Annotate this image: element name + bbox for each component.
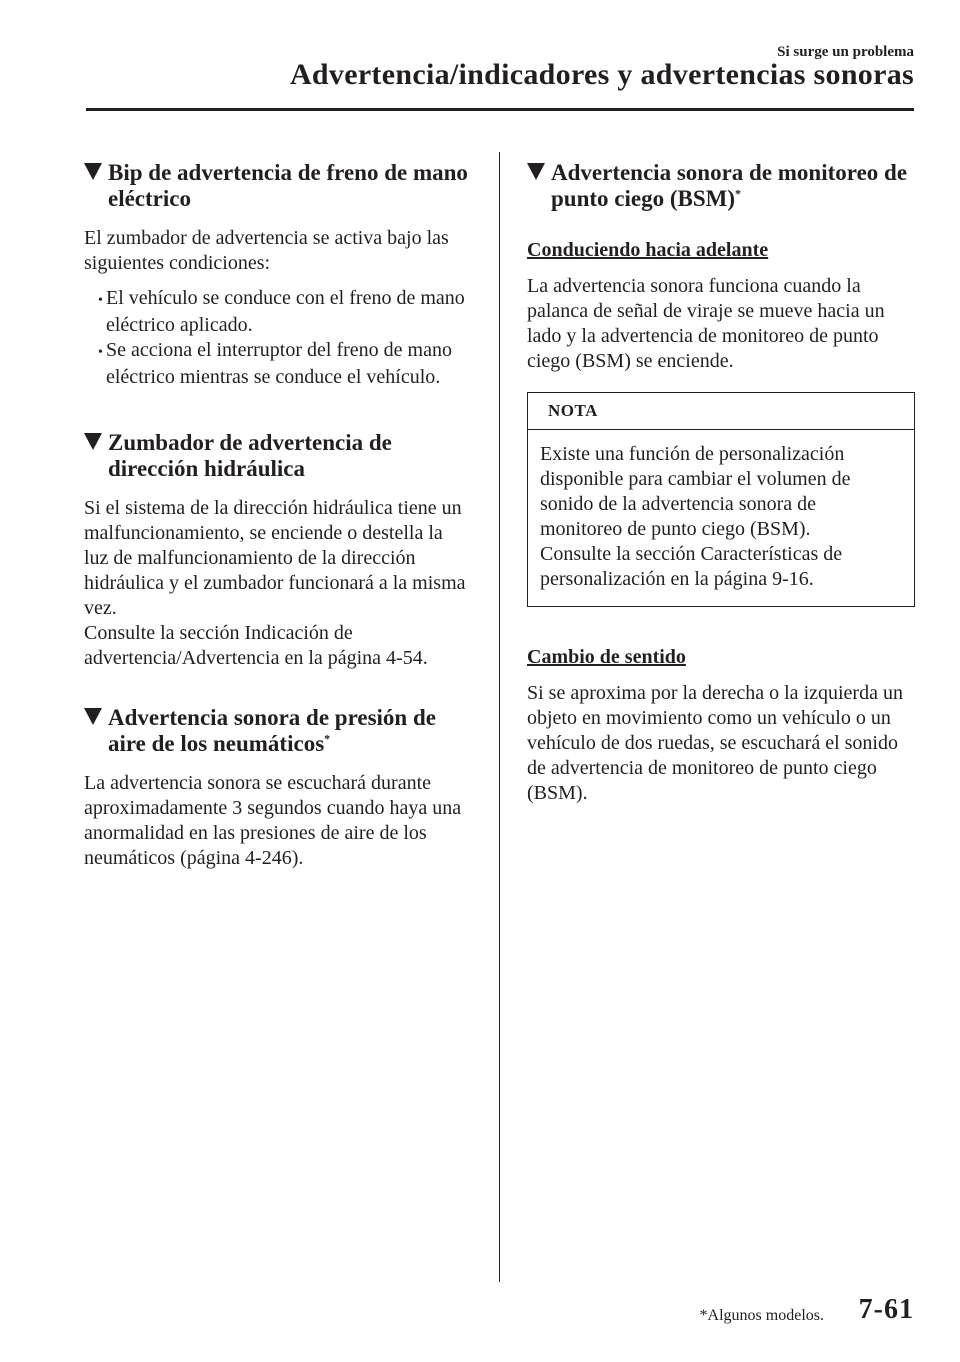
bullet-icon: •: [98, 345, 103, 360]
note-box: [527, 392, 915, 607]
left-column: [84, 160, 472, 898]
triangle-down-icon: [527, 163, 545, 180]
section-heading: Bip de advertencia de freno de mano eléctrico: [84, 160, 472, 212]
paragraph: Consulte la sección Indicación de advertencia/Advertencia en la página 4-54.: [84, 622, 428, 669]
header-section: Si surge un problema: [777, 44, 914, 60]
right-column: [527, 160, 915, 806]
page-number: 7-61: [858, 1294, 914, 1325]
paragraph: Si el sistema de la dirección hidráulica tiene un malfuncionamiento, se enciende o destella la luz de malfuncionamiento de la dirección hidráulica y el zumbador funcionará a la misma vez.: [84, 497, 466, 619]
note-paragraph: Existe una función de personalización disponible para cambiar el volumen de sonido de la advertencia sonora de monitoreo de punto ciego (BSM).: [540, 443, 851, 540]
section-heading: Advertencia sonora de presión de aire de los neumáticos*: [84, 705, 472, 757]
footnote-marker: *: [324, 731, 331, 746]
section-heading: Advertencia sonora de monitoreo de punto ciego (BSM)*: [527, 160, 915, 212]
section-parking-brake: [84, 160, 472, 390]
paragraph: La advertencia sonora se escuchará durante aproximadamente 3 segundos cuando haya una anormalidad en las presiones de aire de los neumáticos (página 4-246).: [84, 772, 462, 869]
bullet-icon: •: [98, 293, 103, 308]
section-heading: Zumbador de advertencia de dirección hidráulica: [84, 430, 472, 482]
footnote-marker: *: [735, 186, 741, 201]
subheading-forward: Conduciendo hacia adelante: [527, 239, 769, 261]
subheading-u-turn: Cambio de sentido: [527, 646, 686, 668]
triangle-down-icon: [84, 433, 102, 450]
section-tire-pressure: [84, 705, 472, 871]
footnote: *Algunos modelos.: [699, 1307, 824, 1324]
header-rule: [86, 108, 914, 111]
page-title: Advertencia/indicadores y advertencias sonoras: [289, 58, 914, 91]
list-item: • Se acciona el interruptor del freno de mano eléctrico mientras se conduce el vehículo.: [98, 339, 452, 388]
paragraph: La advertencia sonora funciona cuando la palanca de señal de viraje se mueve hacia un lado y la advertencia de monitoreo de punto ciego (BSM) se enciende.: [527, 275, 885, 372]
bullet-list: [84, 286, 472, 390]
triangle-down-icon: [84, 708, 102, 725]
note-title: NOTA: [528, 393, 914, 430]
list-item: • El vehículo se conduce con el freno de mano eléctrico aplicado.: [98, 287, 465, 336]
note-paragraph: Consulte la sección Características de personalización en la página 9-16.: [540, 543, 843, 590]
paragraph: Si se aproxima por la derecha o la izquierda un objeto en movimiento como un vehículo o un vehículo de dos ruedas, se escuchará el sonido de advertencia de monitoreo de punto ciego (BSM).: [527, 682, 903, 804]
column-divider: [499, 152, 500, 1282]
section-blind-spot: [527, 160, 915, 806]
section-power-steering: [84, 430, 472, 671]
triangle-down-icon: [84, 163, 102, 180]
section-intro: El zumbador de advertencia se activa bajo las siguientes condiciones:: [84, 227, 449, 274]
